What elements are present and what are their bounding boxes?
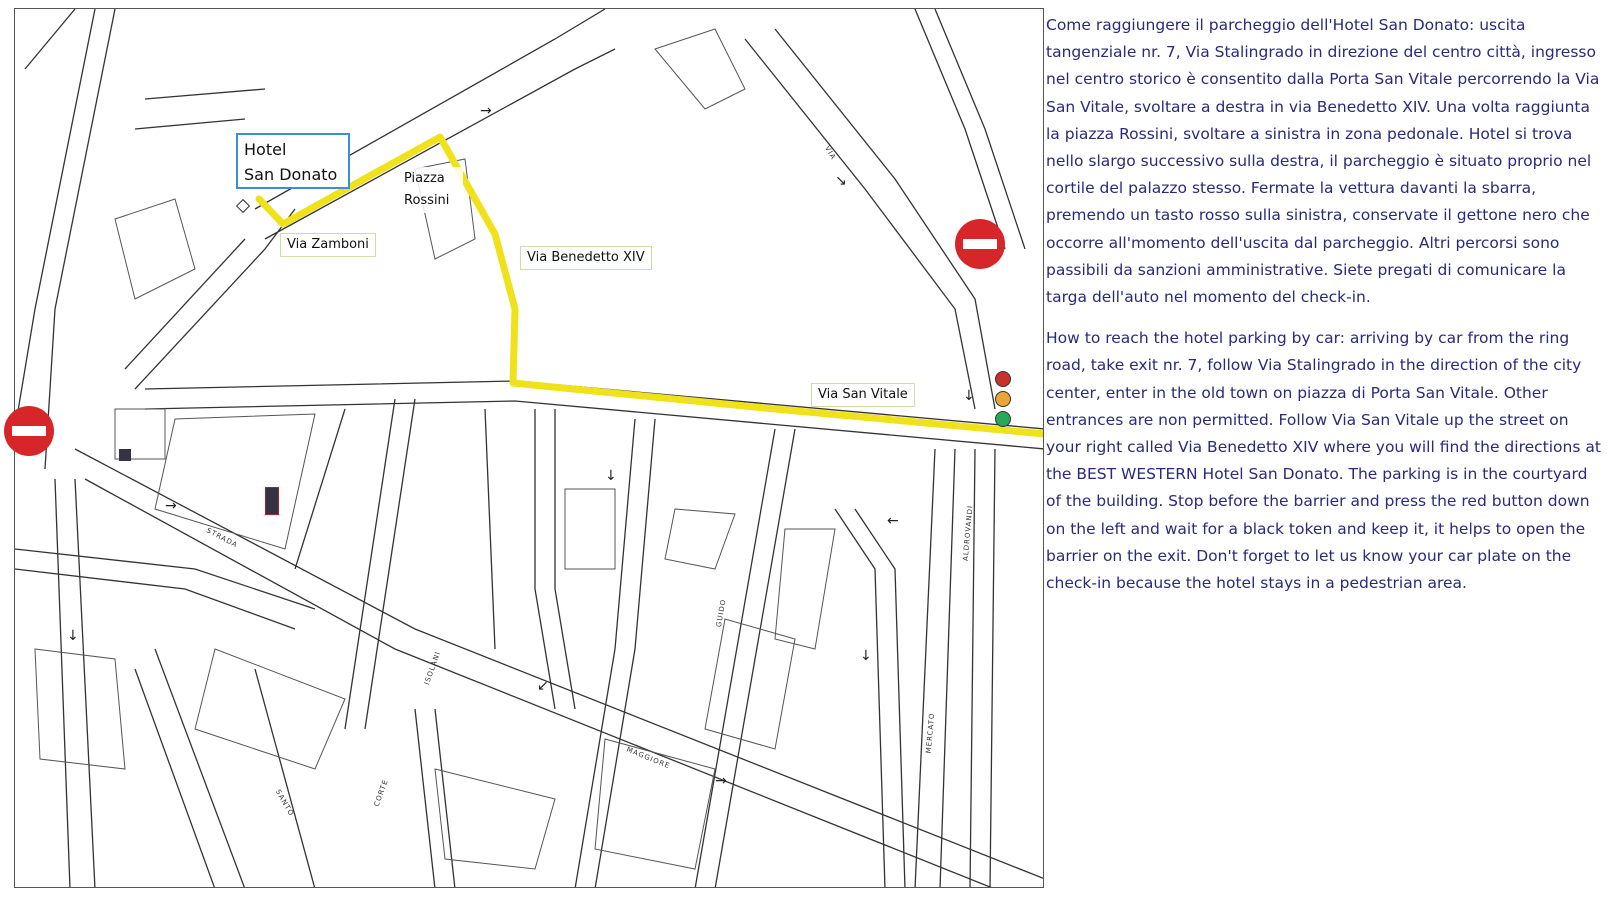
street-map-drawing — [15, 9, 1044, 888]
via-zamboni-label: Via Zamboni — [280, 233, 376, 257]
street-name-guido: GUIDO — [714, 598, 728, 628]
one-way-arrow-icon: ↙ — [537, 678, 549, 694]
street-name-strada: STRADA — [205, 526, 240, 550]
one-way-arrow-icon: → — [715, 773, 727, 789]
street-name-aldrovandi: ALDROVANDI — [961, 504, 975, 562]
traffic-light-icon — [993, 371, 1015, 435]
building-marker-icon — [119, 449, 131, 461]
no-entry-sign-icon — [955, 219, 1005, 269]
one-way-arrow-icon: ↓ — [963, 388, 975, 404]
one-way-arrow-icon: → — [480, 103, 492, 119]
hotel-san-donato-label — [236, 133, 350, 189]
piazza-rossini-label: Piazza Rossini — [401, 167, 463, 213]
via-san-vitale-label: Via San Vitale — [811, 383, 915, 407]
hotel-label-line1: Hotel — [244, 140, 287, 159]
via-benedetto-xiv-label: Via Benedetto XIV — [520, 246, 652, 270]
one-way-arrow-icon: ↓ — [860, 648, 872, 664]
street-map — [14, 8, 1044, 888]
one-way-arrow-icon: ↓ — [605, 468, 617, 484]
one-way-arrow-icon: ← — [887, 513, 899, 529]
hotel-label-line2: San Donato — [244, 165, 338, 184]
street-name-corte: CORTE — [372, 778, 390, 808]
building-marker-icon — [265, 487, 279, 515]
directions-english: How to reach the hotel parking by car: arriving by car from the ring road, take exit nr. 7, follow Via Stalingrado in the direction of the city center, enter in the old town on piazza di Porta San Vitale. Other entrances are non permitted. Follow Via San Vitale up the street on your right called Via Benedetto XIV where you will find the directions at the BEST WESTERN Hotel San Donato. The parking is in the courtyard of the building. Stop before the barrier and press the red button down on the left and wait for a black token and keep it, it helps to open the barrier on the exit. Don't forget to let us know your car plate on the check-in because the hotel stays in a pedestrian area. — [1046, 329, 1601, 593]
one-way-arrow-icon: ↘ — [835, 173, 847, 189]
street-name-mercato: MERCATO — [924, 712, 937, 754]
street-name-maggiore: MAGGIORE — [625, 745, 672, 771]
street-name-isolani: ISOLANI — [422, 650, 443, 686]
one-way-arrow-icon: → — [165, 498, 177, 514]
directions-text — [1046, 12, 1601, 597]
street-name-santo: SANTO — [273, 788, 296, 818]
one-way-arrow-icon: ↓ — [67, 628, 79, 644]
no-entry-sign-icon — [4, 406, 54, 456]
street-name-via: VIA — [823, 144, 838, 162]
directions-italian: Come raggiungere il parcheggio dell'Hotel San Donato: uscita tangenziale nr. 7, Via Stalingrado in direzione del centro città, ingresso nel centro storico è consentito dalla Porta San Vitale percorrendo la Via San Vitale, svoltare a destra in via Benedetto XIV. Una volta raggiunta la piazza Rossini, svoltare a sinistra in zona pedonale. Hotel si trova nello slargo successivo sulla destra, il parcheggio è situato proprio nel cortile del palazzo stesso. Fermate la vettura davanti la sbarra, premendo un tasto rosso sulla sinistra, conservate il gettone nero che occorre all'momento dell'uscita dal parcheggio. Altri percorsi sono passibili da sanzioni amministrative. Siete pregati di comunicare la targa dell'auto nel momento del check-in. — [1046, 16, 1600, 307]
